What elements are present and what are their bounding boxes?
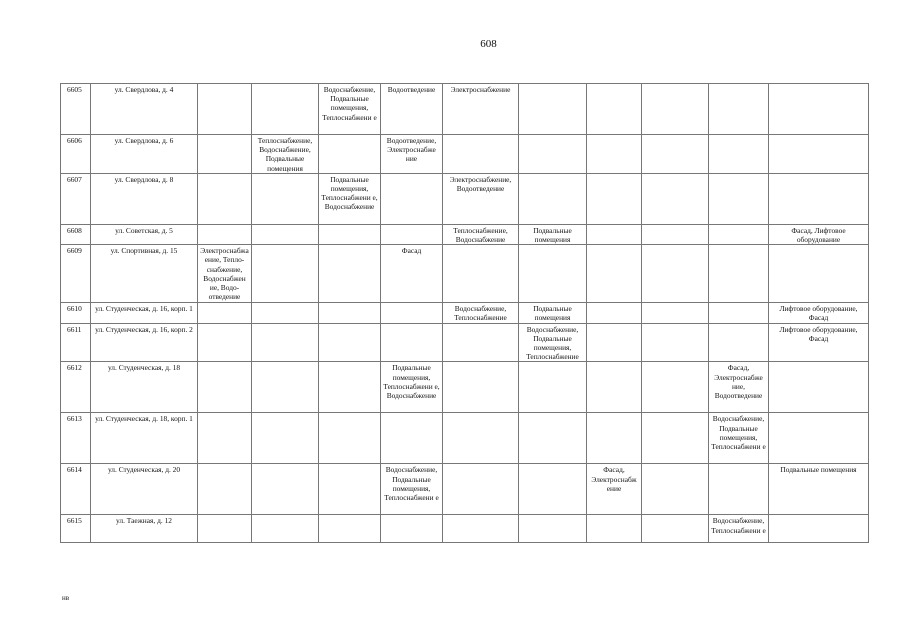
works-cell: Водоснабжение, Теплоснабжение xyxy=(443,303,519,323)
works-cell xyxy=(443,515,519,543)
works-cell xyxy=(319,303,381,323)
works-cell xyxy=(252,413,319,464)
table-row xyxy=(61,413,869,464)
table-row xyxy=(61,173,869,224)
works-cell: Лифтовое оборудование, Фасад xyxy=(769,323,869,362)
works-cell: Водоснабжение, Теплоснабжени е xyxy=(709,515,769,543)
works-cell xyxy=(198,413,252,464)
works-cell xyxy=(381,515,443,543)
works-cell: Электроснабжение xyxy=(443,84,519,135)
works-cell: Электроснабжа ение, Тепло- снабжение, Водоснабжен ие, Водо- отведение xyxy=(198,245,252,303)
works-cell xyxy=(769,413,869,464)
works-cell xyxy=(443,413,519,464)
row-number-cell: 6612 xyxy=(61,362,91,413)
works-cell xyxy=(519,84,587,135)
works-cell: Водоотведение, Электроснабже ние xyxy=(381,135,443,174)
address-cell: ул. Студенческая, д. 16, корп. 1 xyxy=(91,303,198,323)
works-cell xyxy=(587,362,642,413)
works-cell: Подвальные помещения xyxy=(519,224,587,244)
table-row xyxy=(61,362,869,413)
works-cell xyxy=(642,515,709,543)
works-cell: Лифтовое оборудование, Фасад xyxy=(769,303,869,323)
works-cell: Фасад xyxy=(381,245,443,303)
works-cell xyxy=(587,135,642,174)
works-cell xyxy=(642,224,709,244)
works-cell xyxy=(769,135,869,174)
works-cell xyxy=(519,135,587,174)
works-cell xyxy=(709,173,769,224)
row-number-cell: 6611 xyxy=(61,323,91,362)
works-cell xyxy=(381,173,443,224)
works-cell xyxy=(519,413,587,464)
works-cell xyxy=(709,84,769,135)
works-cell xyxy=(319,135,381,174)
works-cell xyxy=(443,362,519,413)
works-cell xyxy=(642,84,709,135)
works-cell xyxy=(587,413,642,464)
works-cell xyxy=(198,323,252,362)
works-cell xyxy=(642,464,709,515)
works-cell xyxy=(709,464,769,515)
works-cell xyxy=(319,245,381,303)
works-cell xyxy=(381,323,443,362)
address-cell: ул. Студенческая, д. 18, корп. 1 xyxy=(91,413,198,464)
footer-mark: нв xyxy=(62,594,70,602)
works-cell xyxy=(769,173,869,224)
row-number-cell: 6614 xyxy=(61,464,91,515)
works-cell xyxy=(519,362,587,413)
works-cell xyxy=(319,413,381,464)
works-cell xyxy=(642,303,709,323)
table-row xyxy=(61,224,869,244)
works-cell xyxy=(319,464,381,515)
works-cell xyxy=(587,323,642,362)
address-cell: ул. Студенческая, д. 20 xyxy=(91,464,198,515)
works-cell: Водоснабжение, Подвальные помещения, Теплоснабжение xyxy=(519,323,587,362)
works-cell xyxy=(319,362,381,413)
works-cell xyxy=(198,515,252,543)
row-number-cell: 6613 xyxy=(61,413,91,464)
address-cell: ул. Советская, д. 5 xyxy=(91,224,198,244)
works-cell xyxy=(319,515,381,543)
table-row xyxy=(61,84,869,135)
works-cell xyxy=(252,84,319,135)
works-cell: Водоотведение xyxy=(381,84,443,135)
works-cell: Фасад, Лифтовое оборудование xyxy=(769,224,869,244)
table-row xyxy=(61,515,869,543)
works-cell xyxy=(519,464,587,515)
works-cell: Подвальные помещения, Теплоснабжени е, Водоснабжение xyxy=(381,362,443,413)
works-cell: Фасад, Электроснабж ение xyxy=(587,464,642,515)
works-cell xyxy=(519,245,587,303)
works-cell xyxy=(252,362,319,413)
works-cell xyxy=(642,413,709,464)
address-cell: ул. Спортивная, д. 15 xyxy=(91,245,198,303)
works-cell: Фасад, Электроснабже ние, Водоотведение xyxy=(709,362,769,413)
works-cell xyxy=(587,224,642,244)
table-row xyxy=(61,135,869,174)
works-cell xyxy=(198,362,252,413)
works-cell xyxy=(709,135,769,174)
works-table xyxy=(60,83,869,543)
works-cell xyxy=(709,245,769,303)
works-cell: Подвальные помещения xyxy=(769,464,869,515)
works-cell xyxy=(198,303,252,323)
works-cell xyxy=(443,464,519,515)
works-cell: Теплоснабжение, Водоснабжение, Подвальные помещения xyxy=(252,135,319,174)
works-cell xyxy=(642,323,709,362)
works-cell xyxy=(381,303,443,323)
address-cell: ул. Студенческая, д. 18 xyxy=(91,362,198,413)
row-number-cell: 6606 xyxy=(61,135,91,174)
works-cell xyxy=(769,362,869,413)
table-row xyxy=(61,303,869,323)
works-cell xyxy=(252,323,319,362)
works-cell xyxy=(587,303,642,323)
works-cell xyxy=(319,224,381,244)
works-cell xyxy=(381,413,443,464)
works-cell xyxy=(198,135,252,174)
works-cell xyxy=(642,245,709,303)
works-cell xyxy=(443,245,519,303)
works-cell xyxy=(198,173,252,224)
works-cell xyxy=(709,224,769,244)
works-cell xyxy=(443,135,519,174)
works-cell xyxy=(587,173,642,224)
works-cell xyxy=(587,515,642,543)
address-cell: ул. Таежная, д. 12 xyxy=(91,515,198,543)
table-row xyxy=(61,245,869,303)
works-cell xyxy=(252,245,319,303)
address-cell: ул. Студенческая, д. 16, корп. 2 xyxy=(91,323,198,362)
works-cell xyxy=(198,464,252,515)
works-cell: Подвальные помещения xyxy=(519,303,587,323)
works-cell: Водоснабжение, Подвальные помещения, Теплоснабжени е xyxy=(709,413,769,464)
works-cell xyxy=(252,224,319,244)
works-cell xyxy=(252,173,319,224)
works-cell xyxy=(709,303,769,323)
works-cell: Электроснабжение, Водоотведение xyxy=(443,173,519,224)
works-cell xyxy=(252,515,319,543)
row-number-cell: 6610 xyxy=(61,303,91,323)
works-cell xyxy=(319,323,381,362)
works-cell xyxy=(642,362,709,413)
works-cell xyxy=(519,173,587,224)
works-cell xyxy=(642,173,709,224)
works-cell xyxy=(198,224,252,244)
works-cell xyxy=(381,224,443,244)
works-cell xyxy=(769,245,869,303)
row-number-cell: 6608 xyxy=(61,224,91,244)
works-cell: Подвальные помещения, Теплоснабжени е, Водоснабжение xyxy=(319,173,381,224)
row-number-cell: 6609 xyxy=(61,245,91,303)
works-cell xyxy=(519,515,587,543)
table-body xyxy=(61,84,869,543)
works-cell xyxy=(769,515,869,543)
row-number-cell: 6615 xyxy=(61,515,91,543)
row-number-cell: 6607 xyxy=(61,173,91,224)
works-cell xyxy=(443,323,519,362)
table-row xyxy=(61,464,869,515)
address-cell: ул. Свердлова, д. 6 xyxy=(91,135,198,174)
works-cell xyxy=(709,323,769,362)
works-cell: Водоснабжение, Подвальные помещения, Теплоснабжени е xyxy=(381,464,443,515)
works-cell: Водоснабжение, Подвальные помещения, Теплоснабжени е xyxy=(319,84,381,135)
works-cell: Теплоснабжение, Водоснабжение xyxy=(443,224,519,244)
table-row xyxy=(61,323,869,362)
works-cell xyxy=(642,135,709,174)
row-number-cell: 6605 xyxy=(61,84,91,135)
address-cell: ул. Свердлова, д. 8 xyxy=(91,173,198,224)
works-cell xyxy=(252,464,319,515)
works-cell xyxy=(587,84,642,135)
page-number: 608 xyxy=(480,38,497,50)
address-cell: ул. Свердлова, д. 4 xyxy=(91,84,198,135)
works-cell xyxy=(587,245,642,303)
works-cell xyxy=(769,84,869,135)
works-cell xyxy=(198,84,252,135)
works-cell xyxy=(252,303,319,323)
